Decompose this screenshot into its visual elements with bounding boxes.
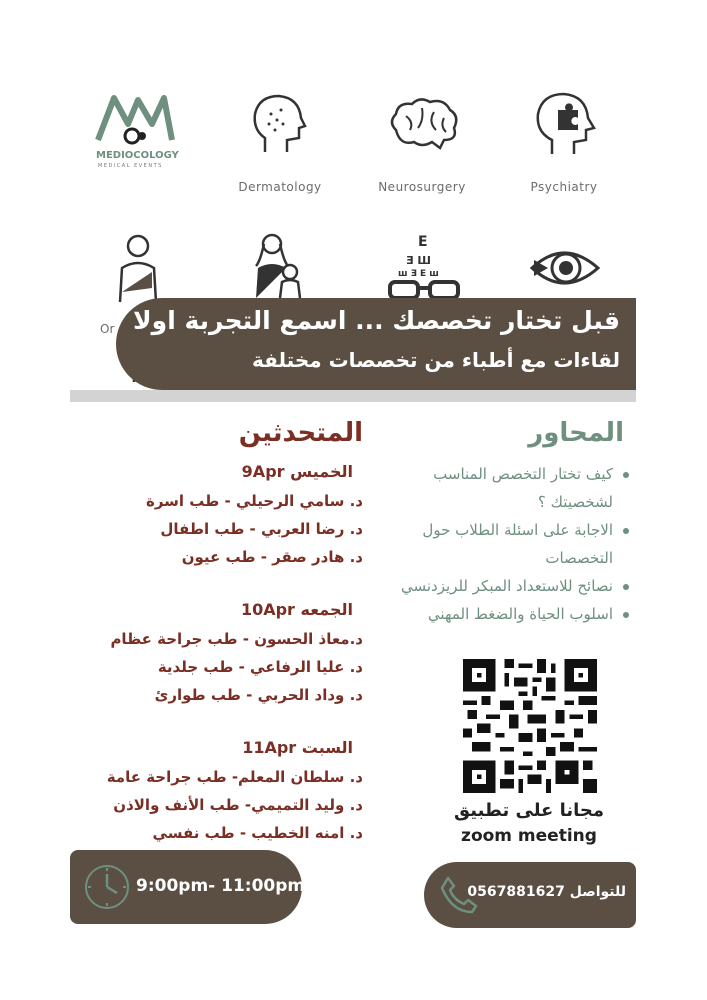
mother-child-icon (250, 232, 310, 302)
partial-specialty-label: Or (100, 322, 115, 336)
time-range: 9:00pm- 11:00pm (136, 876, 306, 896)
logo (90, 90, 180, 175)
banner-subtitle: لقاءات مع أطباء من تخصصات مختلفة (251, 348, 620, 372)
free-on-app-label: مجانا على تطبيق (454, 800, 604, 821)
speaker-item: د. وليد التميمي- طب الأنف والاذن (113, 796, 363, 814)
speakers-title: المتحدثين (238, 418, 363, 448)
logo-name: MEDIOCOLOGY (96, 150, 179, 161)
topic-item (369, 600, 631, 628)
topic-text: كيف تختار التخصص المناسب لشخصيتك ؟ (433, 465, 613, 511)
speaker-item: د. وداد الحربي - طب طوارئ (154, 686, 363, 704)
banner-title: قبل تختار تخصصك ... اسمع التجربة اولا (133, 306, 620, 335)
bullet-icon (623, 472, 629, 478)
speaker-item: د. هادر صقر - طب عيون (181, 548, 363, 566)
speaker-item: د. امنه الخطيب - طب نفسي (152, 824, 363, 842)
topic-item (369, 460, 631, 516)
logo-tagline: MEDICAL EVENTS (98, 163, 163, 169)
specialty-label-neurosurgery: Neurosurgery (378, 180, 466, 194)
topic-text: الاجابة على اسئلة الطلاب حول التخصصات (422, 521, 613, 567)
speaker-item: د. سامي الرحيلي - طب اسرة (145, 492, 363, 510)
divider-bar (70, 390, 636, 402)
svg-text:Ǝ Ш: Ǝ Ш (406, 254, 431, 267)
svg-text:ш Ǝ E ш: ш Ǝ E ш (398, 269, 439, 279)
topics-list (369, 460, 631, 628)
topic-item (369, 572, 631, 600)
logo-mark-icon (94, 90, 176, 146)
speaker-item: د.معاذ الحسون - طب جراحة عظام (110, 630, 363, 648)
bullet-icon (623, 528, 629, 534)
speaker-item: د. سلطان المعلم- طب جراحة عامة (106, 768, 363, 786)
title-banner (116, 298, 636, 390)
day-heading: الجمعه 10Apr (240, 600, 353, 619)
eye-icon (528, 236, 602, 298)
specialty-label-dermatology: Dermatology (238, 180, 322, 194)
head-puzzle-icon (530, 88, 600, 160)
speaker-item: د. رضا العربي - طب اطفال (160, 520, 363, 538)
contact-box[interactable] (424, 862, 636, 928)
topic-text: اسلوب الحياة والضغط المهني (427, 605, 613, 623)
bullet-icon (623, 612, 629, 618)
specialty-label-psychiatry: Psychiatry (530, 180, 598, 194)
day-heading: السبت 11Apr (242, 738, 353, 757)
speaker-item: د. عليا الرفاعي - طب جلدية (157, 658, 363, 676)
topic-text: نصائح للاستعداد المبكر للريزدنسي (401, 577, 613, 595)
bullet-icon (623, 584, 629, 590)
svg-text:E: E (418, 234, 428, 250)
topic-item (369, 516, 631, 572)
face-dots-icon (245, 90, 315, 160)
brain-icon (386, 96, 462, 154)
clock-icon (82, 862, 132, 912)
qr-code-icon[interactable] (463, 659, 597, 793)
topics-title: المحاور (528, 418, 624, 448)
platform-label: zoom meeting (461, 826, 597, 846)
contact-phone: للتواصل 0567881627 (467, 884, 626, 900)
eye-chart-glasses-icon (384, 232, 464, 302)
day-heading: الخميس 9Apr (241, 462, 353, 481)
time-box (70, 850, 306, 924)
